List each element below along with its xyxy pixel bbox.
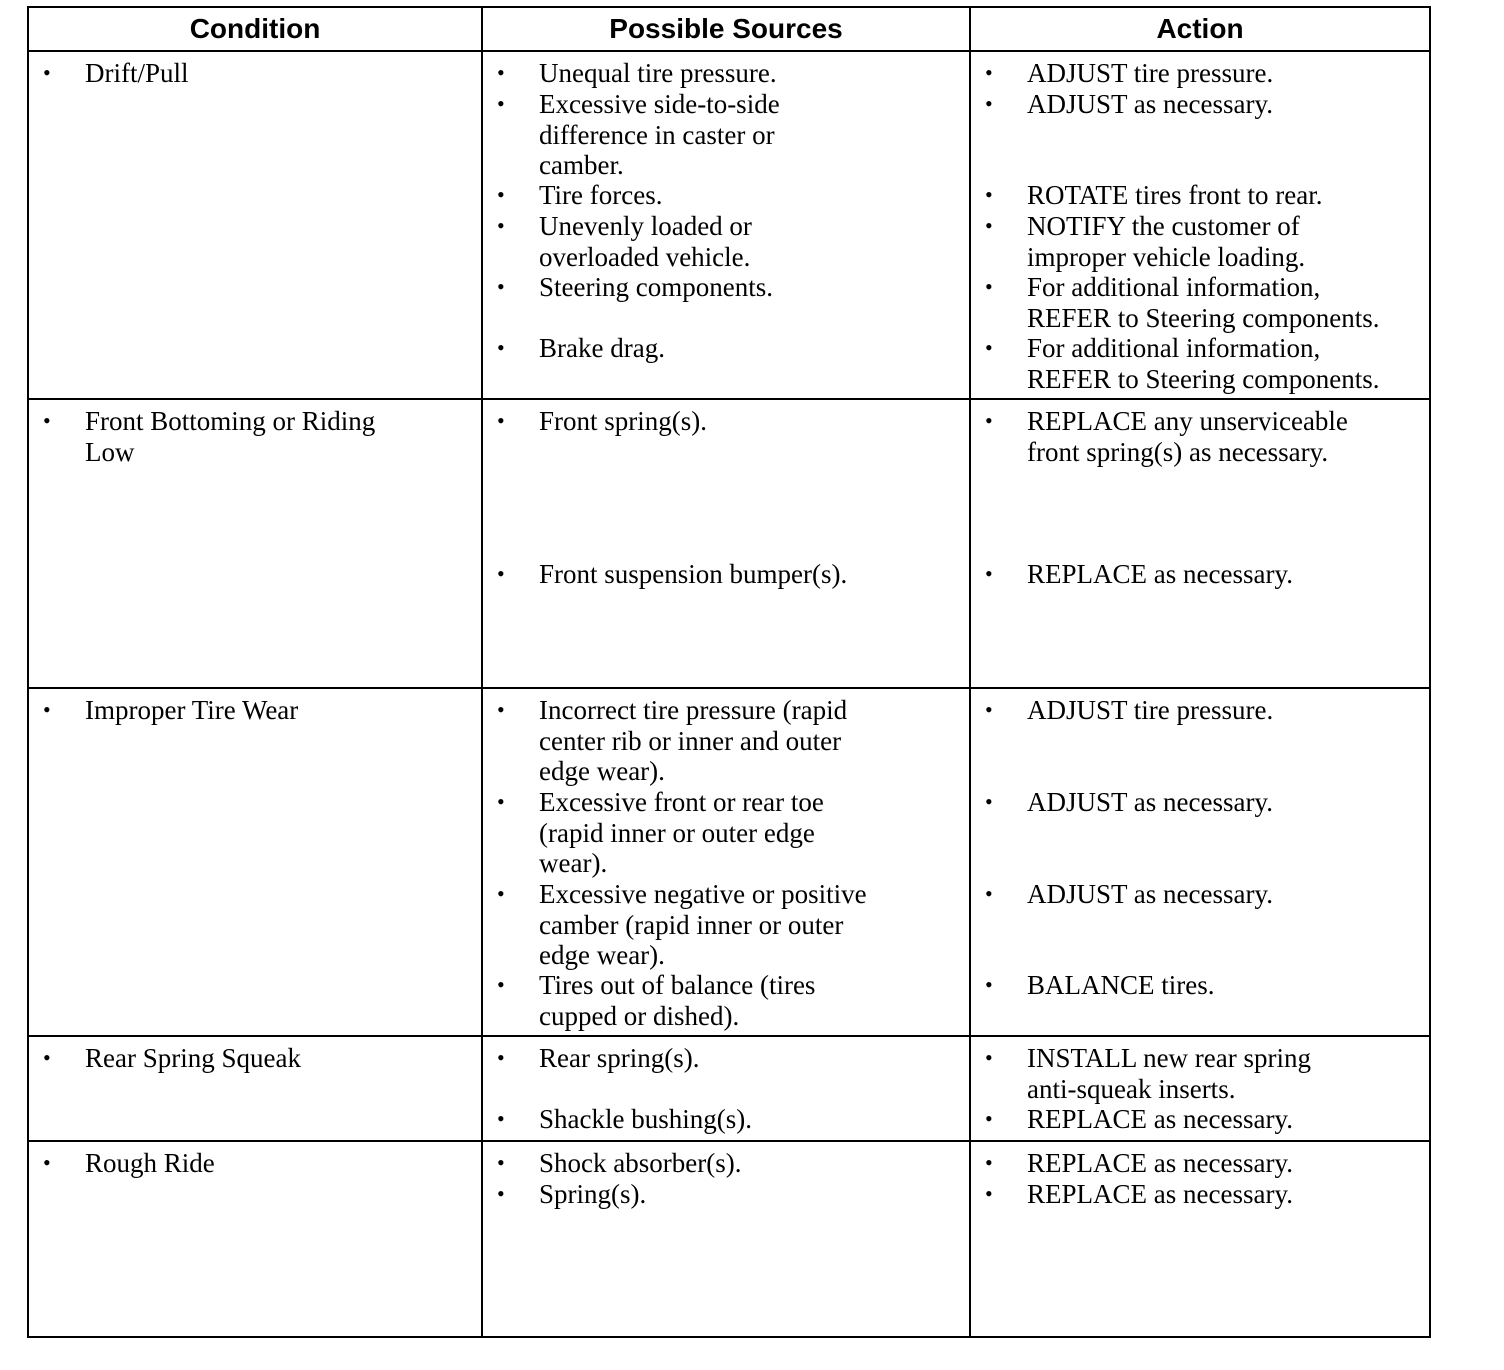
bullet-icon: • (497, 213, 505, 238)
bullet-icon: • (985, 60, 993, 85)
source-text (539, 1179, 646, 1210)
bullet-icon: • (497, 182, 505, 207)
bullet-icon: • (985, 561, 993, 586)
condition-text (85, 406, 375, 467)
action-text (1027, 1179, 1293, 1210)
source-text (539, 1148, 741, 1179)
bullet-icon: • (497, 1106, 505, 1131)
bullet-icon: • (497, 561, 505, 586)
source-text-line: edge wear). (539, 940, 665, 970)
source-text-line: Steering components. (539, 272, 773, 302)
bullet-icon: • (985, 335, 993, 360)
table-row (28, 399, 1430, 688)
action-text-line: ADJUST as necessary. (1027, 89, 1273, 119)
header-possible-sources: Possible Sources (482, 7, 970, 51)
action-text-line: front spring(s) as necessary. (1027, 436, 1329, 467)
bullet-icon: • (985, 789, 993, 814)
condition-text-line: Improper Tire Wear (85, 695, 299, 725)
source-text-line: Front suspension bumper(s). (539, 559, 848, 589)
action-text-line: ADJUST as necessary. (1027, 879, 1273, 909)
source-text-line: Shock absorber(s). (539, 1148, 742, 1178)
action-text (1027, 1043, 1311, 1104)
action-text (1027, 695, 1273, 726)
action-cell (970, 51, 1430, 399)
action-text (1027, 879, 1273, 910)
bullet-icon: • (985, 1045, 993, 1070)
bullet-icon: • (985, 213, 993, 238)
source-cell (482, 1141, 970, 1337)
action-text-line: ADJUST tire pressure. (1027, 58, 1274, 88)
condition-cell (28, 51, 482, 399)
action-text (1027, 333, 1379, 394)
table-row (28, 1036, 1430, 1141)
bullet-icon: • (985, 91, 993, 116)
action-text (1027, 211, 1305, 272)
source-text-line: Tires out of balance (tires (539, 970, 816, 1000)
bullet-icon: • (985, 274, 993, 299)
bullet-icon: • (497, 972, 505, 997)
source-text (539, 333, 665, 364)
bullet-icon: • (985, 1106, 993, 1131)
source-text-line: (rapid inner or outer edge (539, 817, 815, 848)
source-text-line: wear). (539, 848, 608, 878)
bullet-icon: • (985, 972, 993, 997)
bullet-icon: • (497, 881, 505, 906)
condition-text-line: Drift/Pull (85, 58, 189, 88)
source-text-line: edge wear). (539, 756, 665, 786)
source-text-line: overloaded vehicle. (539, 241, 751, 272)
source-text (539, 211, 752, 272)
source-text-line: Front spring(s). (539, 406, 707, 436)
source-text (539, 1104, 752, 1135)
action-text-line: NOTIFY the customer of (1027, 211, 1300, 241)
action-text (1027, 1104, 1293, 1135)
bullet-icon: • (497, 1181, 505, 1206)
bullet-icon: • (985, 182, 993, 207)
action-text-line: REPLACE as necessary. (1027, 1104, 1293, 1134)
condition-text (85, 1043, 301, 1074)
bullet-icon: • (985, 408, 993, 433)
source-text (539, 89, 780, 181)
action-text (1027, 787, 1273, 818)
action-text (1027, 272, 1379, 333)
action-text-line: REPLACE as necessary. (1027, 1179, 1293, 1209)
source-text (539, 180, 662, 211)
bullet-icon: • (497, 274, 505, 299)
action-text-line: REPLACE any unserviceable (1027, 406, 1348, 436)
source-text-line: Incorrect tire pressure (rapid (539, 695, 848, 725)
source-text (539, 1043, 699, 1074)
action-text (1027, 1148, 1293, 1179)
action-text-line: REPLACE as necessary. (1027, 559, 1293, 589)
source-text-line: Excessive front or rear toe (539, 787, 824, 817)
bullet-icon: • (985, 1181, 993, 1206)
bullet-icon: • (497, 91, 505, 116)
source-text-line: Unevenly loaded or (539, 211, 752, 241)
source-text (539, 559, 847, 590)
bullet-icon: • (43, 1045, 51, 1070)
table-row (28, 51, 1430, 399)
action-text (1027, 180, 1323, 211)
source-cell (482, 688, 970, 1036)
bullet-icon: • (985, 1150, 993, 1175)
bullet-icon: • (497, 1045, 505, 1070)
condition-text-line: Rough Ride (85, 1148, 215, 1178)
source-text-line: Excessive negative or positive (539, 879, 867, 909)
action-text-line: REFER to Steering components. (1027, 302, 1380, 333)
bullet-icon: • (497, 408, 505, 433)
source-cell (482, 1036, 970, 1141)
bullet-icon: • (43, 60, 51, 85)
header-condition: Condition (28, 7, 482, 51)
bullet-icon: • (985, 881, 993, 906)
condition-cell (28, 1141, 482, 1337)
action-text-line: For additional information, (1027, 272, 1321, 302)
source-text-line: camber (rapid inner or outer (539, 909, 844, 940)
action-text-line: REPLACE as necessary. (1027, 1148, 1293, 1178)
source-text (539, 695, 847, 787)
action-text-line: REFER to Steering components. (1027, 363, 1380, 394)
condition-text (85, 1148, 215, 1179)
condition-text-line: Front Bottoming or Riding (85, 406, 376, 436)
bullet-icon: • (43, 1150, 51, 1175)
condition-cell (28, 399, 482, 688)
action-text-line: anti-squeak inserts. (1027, 1073, 1236, 1104)
bullet-icon: • (497, 1150, 505, 1175)
source-text (539, 58, 777, 89)
condition-text (85, 695, 298, 726)
condition-text (85, 58, 189, 89)
table-row (28, 1141, 1430, 1337)
action-text-line: INSTALL new rear spring (1027, 1043, 1312, 1073)
source-text-line: Brake drag. (539, 333, 665, 363)
source-text (539, 406, 707, 437)
source-text-line: center rib or inner and outer (539, 725, 842, 756)
action-text-line: For additional information, (1027, 333, 1321, 363)
action-cell (970, 1141, 1430, 1337)
bullet-icon: • (497, 335, 505, 360)
action-text (1027, 970, 1214, 1001)
bullet-icon: • (497, 789, 505, 814)
source-text-line: Spring(s). (539, 1179, 647, 1209)
bullet-icon: • (497, 60, 505, 85)
source-text (539, 879, 867, 971)
condition-cell (28, 1036, 482, 1141)
condition-text-line: Rear Spring Squeak (85, 1043, 301, 1073)
source-cell (482, 399, 970, 688)
source-text-line: Tire forces. (539, 180, 663, 210)
condition-text-line: Low (85, 436, 135, 467)
source-text-line: camber. (539, 150, 624, 180)
source-text (539, 272, 773, 303)
source-text-line: Unequal tire pressure. (539, 58, 777, 88)
source-text-line: Rear spring(s). (539, 1043, 700, 1073)
table-row (28, 688, 1430, 1036)
bullet-icon: • (497, 697, 505, 722)
bullet-icon: • (985, 697, 993, 722)
header-row (28, 7, 1430, 51)
source-text-line: Shackle bushing(s). (539, 1104, 752, 1134)
action-text (1027, 89, 1273, 120)
action-text-line: BALANCE tires. (1027, 970, 1215, 1000)
action-text-line: improper vehicle loading. (1027, 241, 1306, 272)
bullet-icon: • (43, 408, 51, 433)
action-cell (970, 688, 1430, 1036)
source-text-line: difference in caster or (539, 119, 775, 150)
action-text (1027, 58, 1273, 89)
action-text-line: ADJUST as necessary. (1027, 787, 1273, 817)
action-text-line: ADJUST tire pressure. (1027, 695, 1274, 725)
source-text (539, 787, 824, 879)
action-cell (970, 1036, 1430, 1141)
diagnosis-table (27, 6, 1431, 1338)
action-text (1027, 406, 1348, 467)
source-text (539, 970, 815, 1031)
source-cell (482, 51, 970, 399)
bullet-icon: • (43, 697, 51, 722)
header-action: Action (970, 7, 1430, 51)
action-text (1027, 559, 1293, 590)
source-text-line: Excessive side-to-side (539, 89, 780, 119)
action-cell (970, 399, 1430, 688)
condition-cell (28, 688, 482, 1036)
action-text-line: ROTATE tires front to rear. (1027, 180, 1323, 210)
source-text-line: cupped or dished). (539, 1000, 740, 1031)
